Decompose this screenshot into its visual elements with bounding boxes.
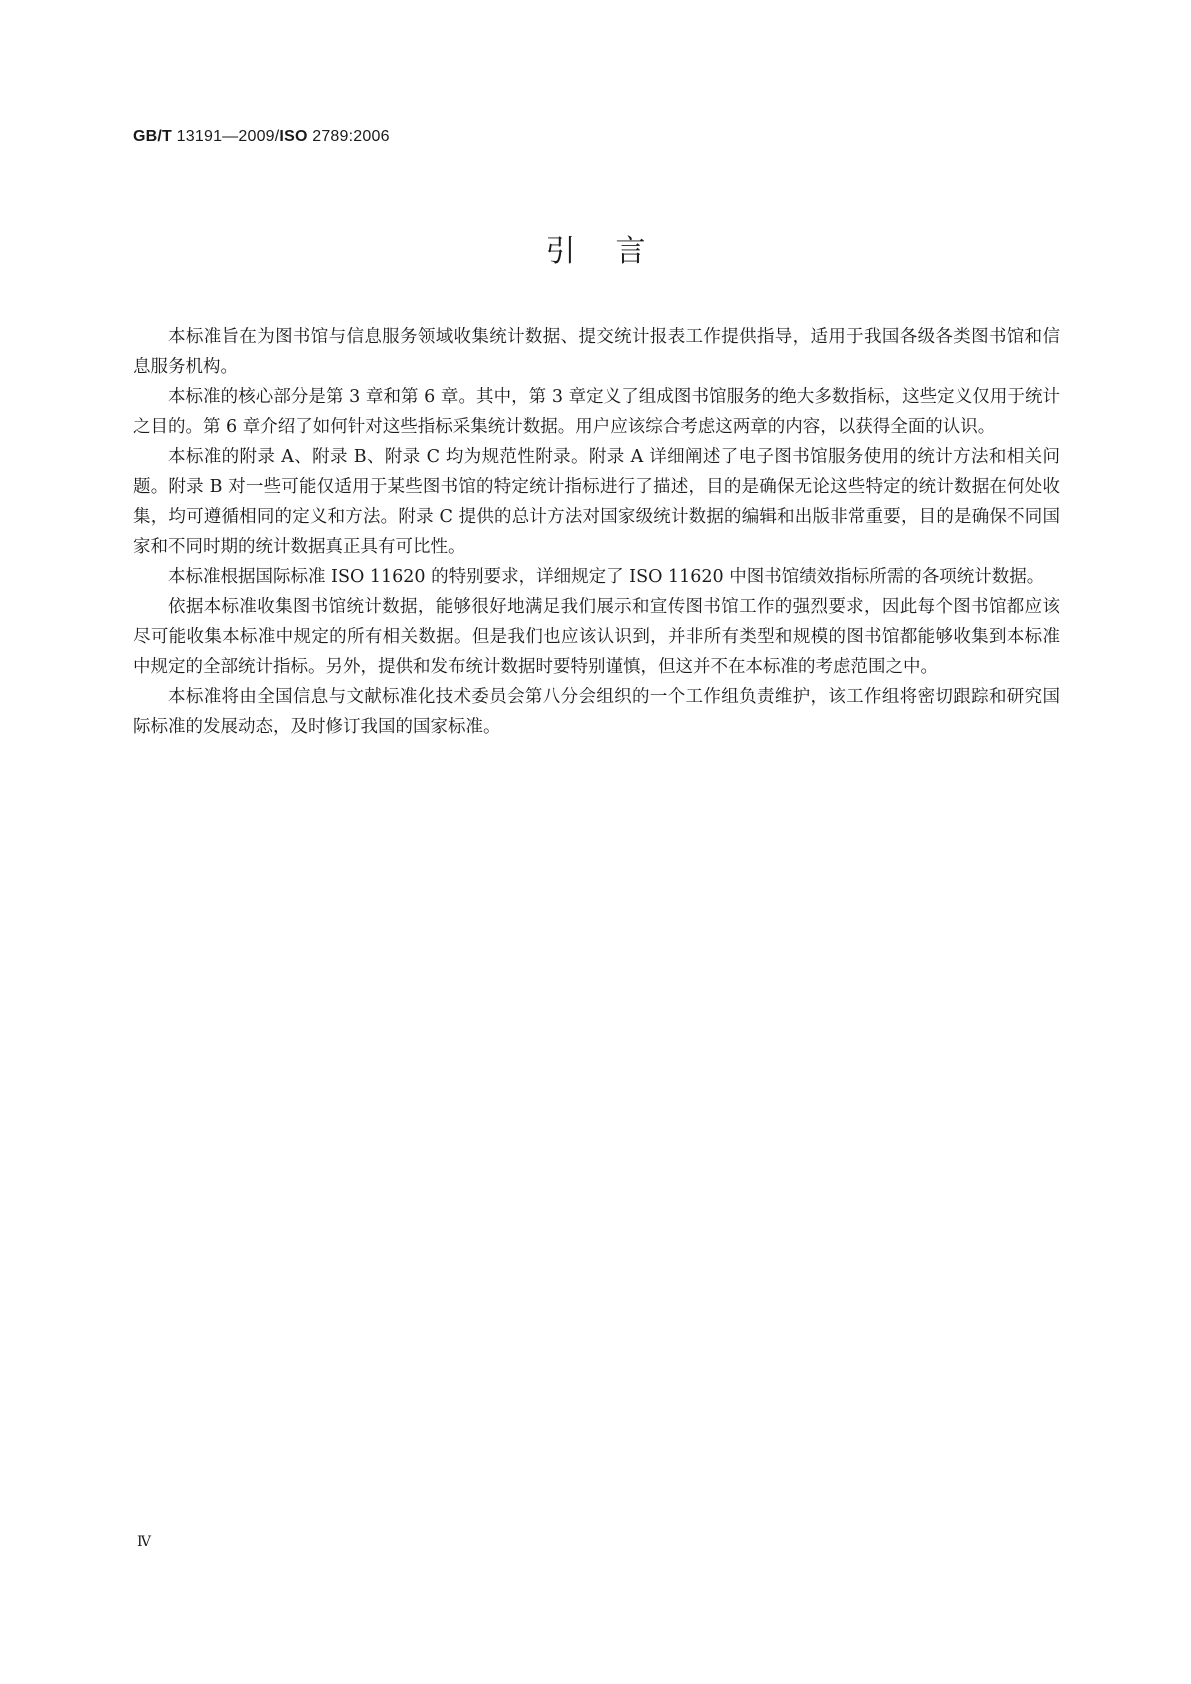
- paragraph-3: 本标准的附录 A、附录 B、附录 C 均为规范性附录。附录 A 详细阐述了电子图书馆服务使用的统计方法和相关问题。附录 B 对一些可能仅适用于某些图书馆的特定统计指标进行了描述，目的是确保无论这些特定的统计数据在何处收集，均可遵循相同的定义和方法。附录 C 提供的总计方法对国家级统计数据的编辑和出版非常重要，目的是确保不同国家和不同时期的统计数据真正具有可比性。: [133, 447, 1060, 557]
- standard-code-prefix: GB/T: [133, 128, 173, 145]
- paragraph-2: 本标准的核心部分是第 3 章和第 6 章。其中，第 3 章定义了组成图书馆服务的绝大多数指标，这些定义仅用于统计之目的。第 6 章介绍了如何针对这些指标采集统计数据。用户应该综合考虑这两章的内容，以获得全面的认识。: [133, 387, 1060, 437]
- introduction-body: [133, 322, 1060, 742]
- standard-code-number: 13191—2009/: [172, 128, 280, 145]
- paragraph-5: 依据本标准收集图书馆统计数据，能够很好地满足我们展示和宣传图书馆工作的强烈要求，因此每个图书馆都应该尽可能收集本标准中规定的所有相关数据。但是我们也应该认识到，并非所有类型和规模的图书馆都能够收集到本标准中规定的全部统计指标。另外，提供和发布统计数据时要特别谨慎，但这并不在本标准的考虑范围之中。: [133, 597, 1060, 677]
- paragraph-1: 本标准旨在为图书馆与信息服务领域收集统计数据、提交统计报表工作提供指导，适用于我国各级各类图书馆和信息服务机构。: [133, 327, 1060, 377]
- iso-code-prefix: ISO: [279, 128, 308, 145]
- paragraph-4: 本标准根据国际标准 ISO 11620 的特别要求，详细规定了 ISO 11620 中图书馆绩效指标所需的各项统计数据。: [168, 567, 1045, 587]
- paragraph-6: 本标准将由全国信息与文献标准化技术委员会第八分会组织的一个工作组负责维护，该工作组将密切跟踪和研究国际标准的发展动态，及时修订我国的国家标准。: [133, 687, 1060, 737]
- page-number: Ⅳ: [137, 1535, 151, 1550]
- page-title: 引言: [545, 234, 686, 269]
- standard-code-header: [133, 128, 390, 146]
- iso-code-number: 2789:2006: [307, 128, 390, 145]
